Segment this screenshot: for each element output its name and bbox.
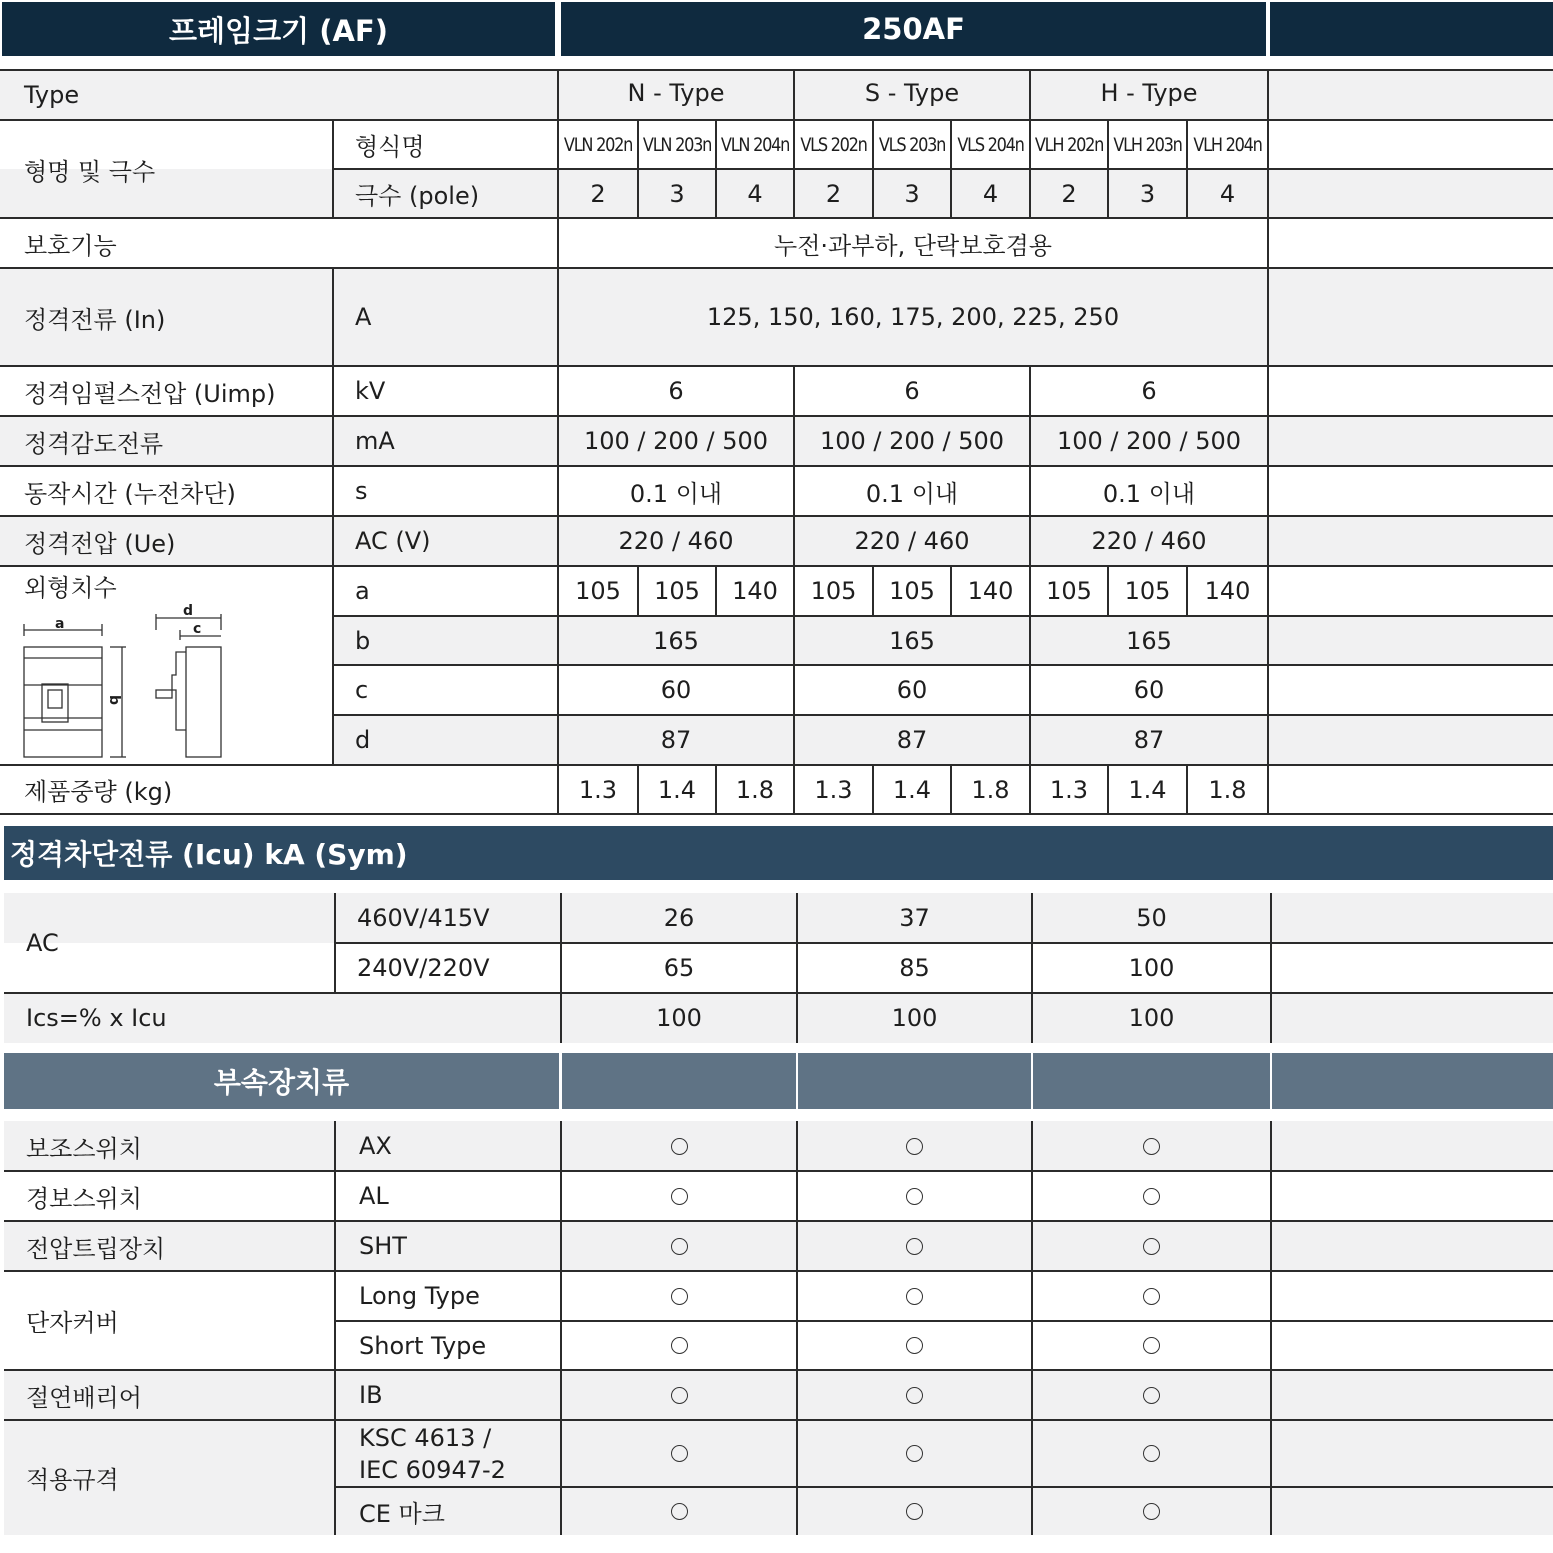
dim-a-value: 140	[732, 577, 778, 605]
row-divider	[0, 365, 1553, 367]
impulse-voltage-value: 6	[904, 377, 920, 405]
circle-icon	[1143, 1288, 1160, 1305]
pole-cell: 2	[825, 179, 842, 208]
column-divider	[1267, 70, 1269, 814]
column-divider	[872, 566, 874, 616]
circle-icon	[671, 1387, 688, 1404]
dim-a-value: 105	[889, 577, 935, 605]
operating-time-value: 0.1 이내	[629, 479, 723, 508]
frame-size-header: 프레임크기 (AF)	[2, 2, 555, 56]
circle-mark-icon	[561, 1271, 797, 1321]
circle-mark-icon	[797, 1221, 1032, 1271]
pole-cell: 2	[590, 179, 606, 208]
dim-d-unit: d	[355, 726, 371, 754]
pole-cell: 4	[747, 179, 763, 208]
type-header-0: N - Type	[627, 79, 725, 107]
breaking-value: 50	[1136, 904, 1167, 932]
breaking-voltage-0: 460V/415V	[357, 904, 490, 932]
column-divider	[1031, 1121, 1033, 1535]
circle-mark-icon	[797, 1370, 1032, 1420]
pole-cell: 4	[982, 179, 999, 208]
circle-mark-icon	[1032, 1171, 1271, 1221]
column-divider	[1029, 70, 1031, 218]
row-divider	[4, 1369, 1553, 1371]
row-divider	[335, 1320, 1553, 1322]
row-divider	[0, 415, 1553, 417]
row-divider	[333, 615, 1553, 617]
model-pole-group-label: 형명 및 극수	[24, 157, 156, 186]
row-divider	[0, 515, 1553, 517]
column-divider	[950, 120, 952, 218]
circle-mark-icon	[1032, 1370, 1271, 1420]
rated-voltage-value: 220 / 460	[1091, 527, 1207, 555]
model-name-cell: VLN 202n	[563, 133, 633, 156]
row-divider	[0, 267, 1553, 269]
circle-mark-icon	[797, 1420, 1032, 1487]
column-divider	[1186, 120, 1188, 218]
breaking-value: 26	[663, 904, 695, 932]
dim-b-value: 165	[653, 626, 699, 655]
circle-icon	[1143, 1238, 1160, 1255]
circle-icon	[671, 1238, 688, 1255]
column-divider	[1186, 566, 1188, 616]
circle-icon	[906, 1188, 923, 1205]
row-divider	[0, 465, 1553, 467]
pole-label: 극수 (pole)	[355, 182, 480, 210]
circle-icon	[671, 1337, 688, 1354]
pole-cell: 3	[904, 179, 920, 208]
dim-a-value: 105	[1046, 577, 1092, 605]
row-divider	[335, 1486, 1553, 1488]
accessory-unit-1: AL	[359, 1182, 389, 1210]
model-name-cell: VLN 203n	[642, 133, 712, 156]
impulse-voltage-value: 6	[668, 377, 684, 405]
circle-icon	[1143, 1387, 1160, 1404]
accessory-label-aux-switch: 보조스위치	[26, 1134, 142, 1163]
circle-icon	[671, 1188, 688, 1205]
dim-c-unit: c	[355, 676, 369, 704]
circle-mark-icon	[1032, 1420, 1271, 1487]
operating-time-label: 동작시간 (누전차단)	[24, 479, 236, 508]
standard-unit-line: IEC 60947-2	[359, 1455, 506, 1484]
operating-time-value: 0.1 이내	[865, 479, 959, 508]
model-name-cell: VLN 204n	[720, 133, 790, 156]
column-divider	[334, 1121, 336, 1535]
weight-value: 1.3	[814, 775, 853, 804]
accessories-header-cell-1	[798, 1053, 1031, 1109]
row-divider	[4, 1220, 1553, 1222]
column-divider	[950, 566, 952, 616]
pole-cell: 3	[1139, 179, 1156, 208]
column-divider	[793, 366, 795, 566]
circle-mark-icon	[1032, 1221, 1271, 1271]
weight-value: 1.4	[1128, 775, 1167, 804]
column-divider	[950, 765, 952, 814]
row-divider	[4, 1419, 1553, 1421]
sensitivity-value: 100 / 200 / 500	[583, 427, 769, 455]
row-divider	[333, 664, 1553, 666]
circle-mark-icon	[1032, 1487, 1271, 1535]
column-divider	[872, 120, 874, 218]
sensitivity-unit: mA	[355, 427, 395, 455]
column-divider	[1270, 1121, 1272, 1535]
dim-c-value: 60	[1133, 676, 1165, 704]
circle-mark-icon	[561, 1321, 797, 1370]
type-label: Type	[24, 81, 80, 109]
row-divider	[4, 992, 1553, 994]
accessory-label-standard: 적용규격	[26, 1466, 119, 1494]
circle-mark-icon	[561, 1420, 797, 1487]
circle-mark-icon	[797, 1271, 1032, 1321]
operating-time-unit: s	[355, 477, 368, 505]
column-divider	[872, 765, 874, 814]
model-name-cell: VLH 202n	[1034, 133, 1104, 156]
circle-icon	[906, 1288, 923, 1305]
column-divider	[1107, 120, 1109, 218]
column-divider	[715, 765, 717, 814]
circle-icon	[1143, 1503, 1160, 1520]
column-divider	[793, 566, 795, 814]
column-divider	[1270, 893, 1272, 1043]
circle-mark-icon	[561, 1221, 797, 1271]
pole-cell: 2	[1061, 179, 1077, 208]
column-divider	[334, 893, 336, 993]
column-divider	[1029, 566, 1031, 814]
weight-value: 1.4	[892, 775, 932, 804]
accessory-unit-standard	[337, 1420, 561, 1487]
diagram-label-c: c	[193, 621, 202, 637]
circle-mark-icon	[797, 1171, 1032, 1221]
rated-current-value: 125, 150, 160, 175, 200, 225, 250	[706, 303, 1120, 331]
column-divider	[1029, 366, 1031, 566]
circle-mark-icon	[561, 1171, 797, 1221]
weight-value: 1.4	[657, 775, 697, 804]
model-name-cell: VLS 202n	[800, 133, 867, 156]
circle-icon	[1143, 1138, 1160, 1155]
weight-value: 1.3	[1049, 775, 1089, 804]
breaking-voltage-1: 240V/220V	[357, 954, 490, 982]
sensitivity-label: 정격감도전류	[24, 429, 164, 458]
breaking-capacity-header: 정격차단전류 (Icu) kA (Sym)	[4, 826, 1553, 880]
dim-a-value: 140	[1204, 577, 1251, 605]
ac-label: AC	[26, 929, 59, 957]
weight-value: 1.3	[578, 775, 618, 804]
circle-icon	[906, 1387, 923, 1404]
weight-value: 1.8	[971, 775, 1010, 804]
circle-mark-icon	[797, 1321, 1032, 1370]
model-name-cell: VLS 204n	[957, 133, 1024, 156]
impulse-voltage-unit: kV	[355, 377, 386, 405]
accessory-unit-4: Short Type	[359, 1331, 487, 1360]
accessories-header: 부속장치류	[4, 1053, 559, 1109]
header-extra-column	[1270, 2, 1553, 56]
dim-d-value: 87	[896, 726, 928, 754]
column-divider	[796, 893, 798, 1043]
circle-icon	[906, 1445, 923, 1462]
ics-value: 100	[891, 1004, 938, 1032]
column-divider	[793, 70, 795, 218]
accessory-label-terminal-cover: 단자커버	[26, 1309, 119, 1337]
column-divider	[637, 120, 639, 218]
row-divider	[4, 1270, 1553, 1272]
circle-mark-icon	[1032, 1321, 1271, 1370]
circle-icon	[906, 1337, 923, 1354]
breaking-value: 85	[899, 954, 930, 982]
dim-c-value: 60	[660, 676, 692, 704]
rated-voltage-value: 220 / 460	[618, 527, 734, 555]
row-divider	[0, 119, 1553, 121]
standard-unit-line: KSC 4613 /	[359, 1423, 492, 1452]
dim-a-unit: a	[355, 577, 370, 605]
type-header-2: H - Type	[1100, 79, 1198, 107]
frame-size-value: 250AF	[561, 2, 1266, 56]
circle-mark-icon	[1032, 1121, 1271, 1171]
model-name-cell: VLH 204n	[1193, 133, 1262, 156]
dim-a-value: 105	[1124, 577, 1171, 605]
circle-icon	[671, 1503, 688, 1520]
row-divider	[335, 942, 1553, 944]
dim-b-value: 165	[889, 626, 935, 655]
row-divider	[333, 168, 1553, 170]
type-header-1: S - Type	[864, 79, 960, 107]
circle-icon	[671, 1288, 688, 1305]
accessory-unit-2: SHT	[359, 1232, 407, 1260]
circle-icon	[1143, 1445, 1160, 1462]
accessory-unit-3: Long Type	[359, 1282, 480, 1310]
protection-label: 보호기능	[24, 231, 117, 260]
column-divider	[332, 120, 334, 218]
circle-icon	[906, 1238, 923, 1255]
model-name-cell: VLS 203n	[878, 133, 946, 156]
dim-a-value: 105	[575, 577, 621, 605]
model-name-cell: VLH 203n	[1113, 133, 1182, 156]
column-divider	[637, 765, 639, 814]
accessory-label-insulation-barrier: 절연배리어	[26, 1383, 142, 1412]
accessories-header-cell-0	[562, 1053, 796, 1109]
circle-mark-icon	[561, 1487, 797, 1535]
circle-icon	[671, 1445, 688, 1462]
circle-mark-icon	[1032, 1271, 1271, 1321]
circle-icon	[906, 1503, 923, 1520]
column-divider	[1031, 893, 1033, 1043]
impulse-voltage-value: 6	[1141, 377, 1157, 405]
sensitivity-value: 100 / 200 / 500	[1056, 427, 1242, 455]
column-divider	[1107, 765, 1109, 814]
column-divider	[560, 893, 562, 1043]
ics-label: Ics=% x Icu	[26, 1004, 167, 1032]
diagram-label-a: a	[55, 616, 65, 632]
row-divider	[0, 217, 1553, 219]
column-divider	[715, 120, 717, 218]
circle-icon	[906, 1138, 923, 1155]
weight-value: 1.8	[1208, 775, 1247, 804]
column-divider	[557, 70, 559, 814]
rated-voltage-value: 220 / 460	[854, 527, 970, 555]
dim-d-value: 87	[660, 726, 692, 754]
pole-cell: 4	[1219, 179, 1236, 208]
column-divider	[715, 566, 717, 616]
dim-b-unit: b	[355, 626, 371, 655]
circle-mark-icon	[797, 1121, 1032, 1171]
accessories-header-cell-2	[1033, 1053, 1270, 1109]
row-divider	[4, 1170, 1553, 1172]
column-divider	[560, 1121, 562, 1535]
dim-a-value: 105	[810, 577, 857, 605]
circle-mark-icon	[561, 1370, 797, 1420]
dim-d-value: 87	[1133, 726, 1165, 754]
diagram-label-d: d	[183, 603, 194, 619]
column-divider	[637, 566, 639, 616]
dimensions-label: 외형치수	[24, 573, 117, 602]
diagram-label-b: b	[106, 694, 123, 706]
impulse-voltage-label: 정격임펄스전압 (Uimp)	[24, 379, 276, 408]
ics-value: 100	[1128, 1004, 1175, 1032]
breaker-dimension-diagram	[14, 600, 244, 765]
rated-current-label: 정격전류 (In)	[24, 305, 166, 334]
accessory-unit-0: AX	[359, 1132, 392, 1160]
protection-value: 누전·과부하, 단락보호겸용	[774, 231, 1052, 260]
rated-voltage-label: 정격전압 (Ue)	[24, 529, 176, 558]
circle-icon	[1143, 1188, 1160, 1205]
circle-mark-icon	[561, 1121, 797, 1171]
accessory-label-alarm-switch: 경보스위치	[26, 1184, 142, 1213]
dim-a-value: 105	[654, 577, 700, 605]
dim-a-value: 140	[967, 577, 1014, 605]
circle-icon	[1143, 1337, 1160, 1354]
column-divider	[1186, 765, 1188, 814]
pole-cell: 3	[669, 179, 685, 208]
accessories-header-cell-3	[1272, 1053, 1553, 1109]
column-divider	[796, 1121, 798, 1535]
breaking-value: 65	[663, 954, 695, 982]
accessory-unit-5: IB	[359, 1381, 383, 1409]
circle-icon	[671, 1138, 688, 1155]
column-divider	[332, 268, 334, 765]
rated-current-unit: A	[355, 303, 372, 331]
rated-voltage-unit: AC (V)	[355, 527, 431, 555]
weight-value: 1.8	[735, 775, 775, 804]
type-row-top	[0, 69, 1553, 71]
ics-value: 100	[656, 1004, 702, 1032]
accessory-label-shunt-trip: 전압트립장치	[26, 1234, 166, 1263]
breaking-value: 100	[1128, 954, 1175, 982]
model-name-label: 형식명	[355, 133, 425, 161]
row-divider	[0, 813, 1553, 815]
accessory-unit-7: CE 마크	[359, 1499, 445, 1528]
column-divider	[1107, 566, 1109, 616]
weight-label: 제품중량 (kg)	[24, 778, 173, 806]
dim-b-value: 165	[1126, 626, 1172, 655]
circle-mark-icon	[797, 1487, 1032, 1535]
row-divider	[0, 565, 1553, 567]
row-divider	[333, 714, 1553, 716]
dim-c-value: 60	[896, 676, 928, 704]
sensitivity-value: 100 / 200 / 500	[819, 427, 1005, 455]
breaking-value: 37	[899, 904, 930, 932]
operating-time-value: 0.1 이내	[1102, 479, 1196, 508]
